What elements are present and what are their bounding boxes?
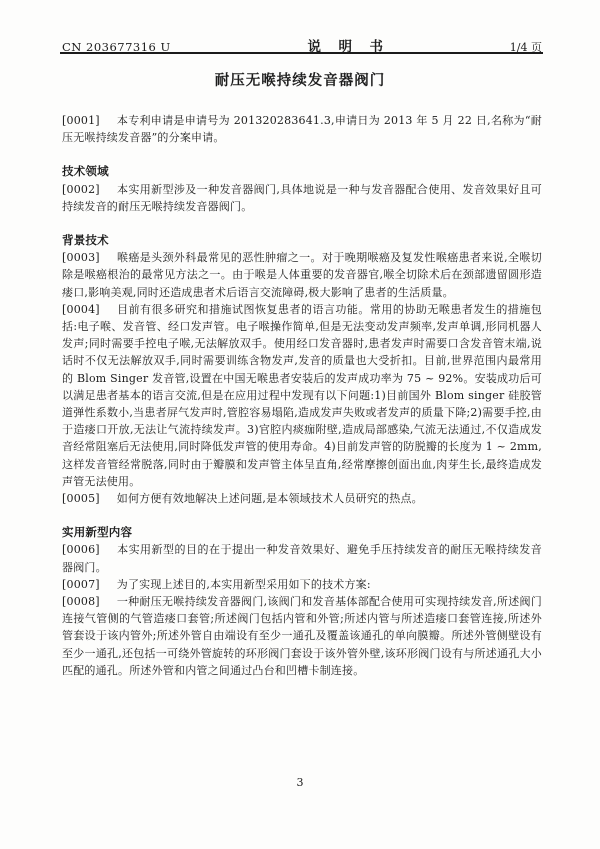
paragraph-number: [0005] [62, 492, 100, 506]
page-footer [0, 776, 600, 789]
paragraph-number: [0004] [62, 302, 100, 316]
section-heading: 实用新型内容 [62, 525, 133, 540]
invention-title: 耐压无喉持续发音器阀门 [214, 72, 386, 89]
paragraph [62, 112, 542, 146]
paragraph-number: [0002] [62, 182, 100, 196]
section-heading: 背景技术 [62, 233, 109, 248]
paragraph-text: 本专利申请是申请号为 201320283641.3,申请日为 2013 年 5 月 22 日,名称为“耐压无喉持续发音器”的分案申请。 [62, 114, 542, 145]
paragraph [62, 576, 542, 593]
header-rule [60, 52, 543, 54]
section-heading: 技术领域 [62, 164, 109, 179]
paragraph-number: [0003] [62, 251, 100, 265]
publication-number: CN 203677316 U [62, 40, 171, 54]
paragraph-text: 喉癌是头颈外科最常见的恶性肿瘤之一。对于晚期喉癌及复发性喉癌患者来说,全喉切除是喉癌根治的最常见方法之一。由于喉是人体重要的发音器官,喉全切除术后在颈部遗留圆形造瘘口,影响美观,同时还造成患者术后语言交流障碍,极大影响了患者的生活质量。 [62, 251, 542, 299]
paragraph-text: 本实用新型涉及一种发音器阀门,具体地说是一种与发音器配合使用、发音效果好且可持续发音的耐压无喉持续发音器阀门。 [62, 182, 542, 213]
paragraph-number: [0001] [62, 114, 100, 127]
paragraph-text: 目前有很多研究和措施试图恢复患者的语言功能。常用的协助无喉患者发生的措施包括:电子喉、发音管、经口发声管。电子喉操作简单,但是无法变动发声频率,发声单调,形同机器人发声;同时需要手控电子喉,无法解放双手。使用经口发音器时,患者发声时需要口含发音管末端,说话时不仅无法解放双手,同时需要训练含物发声,发音的质量也大受折扣。目前,世界范围内最常用的 Blom Singer 发音管,设置在中国无喉患者安装后的发声成功率为 75 ~ 92%。安装成功后可以满足患者基本的语言交流,但是在应用过程中发现有以下问题:1)目前国外 Blom singer 硅胶管道弹性系数小,当患者屏气发声时,管腔容易塌陷,造成发声失败或者发声的质量下降;2)需要手控,由于造瘘口开放,无法让气流持续发声。3)官腔内痰痂附壁,造成局部感染,气流无法通过,不仅造成发音经常阻塞后无法使用,同时降低发声管的使用寿命。4)目前发声管的防脱瓣的长度为 1 ~ 2mm,这样发音管经常脱落,同时由于瓣膜和发声管主体呈直角,经常摩擦创面出血,肉芽生长,最终造成发声管无法使用。 [62, 302, 542, 488]
paragraph-text: 为了实现上述目的,本实用新型采用如下的技术方案: [116, 577, 371, 591]
paragraph [62, 490, 542, 507]
paragraph-text: 本实用新型的目的在于提出一种发音效果好、避免手压持续发音的耐压无喉持续发音器阀门。 [62, 543, 542, 574]
paragraph-number: [0007] [62, 577, 100, 591]
paragraph [62, 593, 542, 679]
doc-type-label: 说 明 书 [307, 39, 385, 55]
paragraph-number: [0008] [62, 595, 100, 609]
paragraph [62, 249, 542, 301]
paragraph-text: 如何方便有效地解决上述问题,是本领域技术人员研究的热点。 [116, 492, 423, 506]
paragraph-number: [0006] [62, 543, 100, 557]
page-number: 3 [296, 776, 304, 789]
page-indicator: 1/4 页 [509, 41, 542, 54]
document-body [62, 112, 542, 679]
paragraph [62, 541, 542, 575]
paragraph [62, 301, 542, 490]
paragraph-text: 一种耐压无喉持续发音器阀门,该阀门和发音基体部配合使用可实现持续发音,所述阀门连接气管侧的气管造瘘口套管;所述阀门包括内管和外管;所述内管与所述造瘘口套管连接,所述外管套设于该内管外;所述外管自由端设有至少一通孔及覆盖该通孔的单向膜瓣。所述外管侧壁设有至少一通孔,还包括一可绕外管旋转的环形阀门套设于该外管外壁,该环形阀门设有与所述通孔大小匹配的通孔。所述外管和内管之间通过凸台和凹槽卡制连接。 [62, 595, 542, 677]
paragraph [62, 181, 542, 215]
